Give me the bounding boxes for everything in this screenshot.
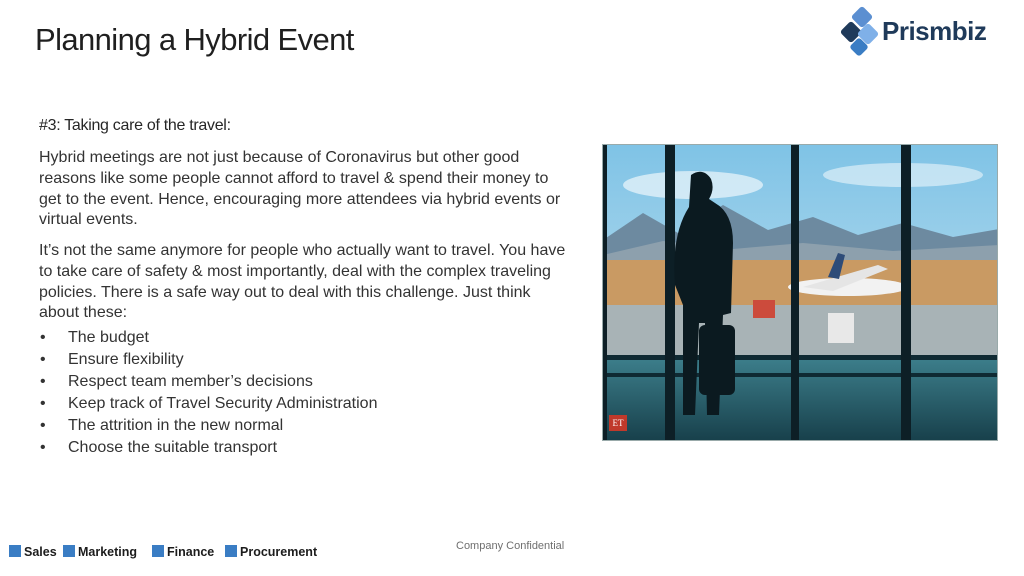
bullet-list: [39, 327, 569, 459]
footer-tab-label: Marketing: [78, 545, 138, 559]
section-subheading: #3: Taking care of the travel:: [39, 117, 231, 134]
brand-name: Prismbiz: [882, 16, 987, 46]
square-icon: [9, 545, 21, 557]
bullet-icon: •: [40, 417, 46, 434]
bullet-text: The attrition in the new normal: [68, 417, 284, 434]
footer-tab-procurement[interactable]: [225, 545, 317, 563]
photo-illustration: [603, 145, 998, 441]
square-icon: [63, 545, 75, 557]
bullet-item: [39, 327, 569, 349]
footer-tab-label: Finance: [167, 545, 215, 559]
bullet-text: Respect team member’s decisions: [68, 373, 313, 390]
footer-tab-label: Sales: [24, 545, 57, 559]
puzzle-logo-icon: [840, 6, 884, 62]
square-icon: [225, 545, 237, 557]
paragraph-2: It’s not the same anymore for people who actually want to travel. You have to take care of safety & most importantly, deal with the complex traveling policies. There is a safe way out to deal with this challenge. Just think about these:: [39, 242, 566, 322]
footer-tab-label: Procurement: [240, 545, 318, 559]
bullet-text: Ensure flexibility: [68, 351, 184, 368]
bullet-item: [39, 349, 569, 371]
footer-confidential: Company Confidential: [456, 540, 565, 552]
bullet-item: [39, 437, 569, 459]
bullet-text: Keep track of Travel Security Administration: [68, 395, 378, 412]
bullet-icon: •: [40, 439, 46, 456]
brand-logo: [840, 6, 1020, 62]
paragraph-1: Hybrid meetings are not just because of Coronavirus but other good reasons like some people cannot afford to travel & spend their money to get to the event. Hence, encouraging more attendees via hybrid events or virtual events.: [39, 149, 561, 229]
square-icon: [152, 545, 164, 557]
bullet-text: The budget: [68, 329, 149, 346]
slide-title: Planning a Hybrid Event: [35, 22, 354, 57]
bullet-item: [39, 415, 569, 437]
et-watermark-badge: ET: [609, 415, 627, 431]
bullet-item: [39, 371, 569, 393]
bullet-icon: •: [40, 395, 46, 412]
footer-tab-sales[interactable]: [9, 545, 57, 563]
footer-tab-marketing[interactable]: [63, 545, 137, 563]
airport-traveler-photo: [602, 144, 998, 441]
footer-tab-finance[interactable]: [152, 545, 214, 563]
bullet-item: [39, 393, 569, 415]
bullet-text: Choose the suitable transport: [68, 439, 278, 456]
bullet-icon: •: [40, 373, 46, 390]
bullet-icon: •: [40, 329, 46, 346]
bullet-icon: •: [40, 351, 46, 368]
